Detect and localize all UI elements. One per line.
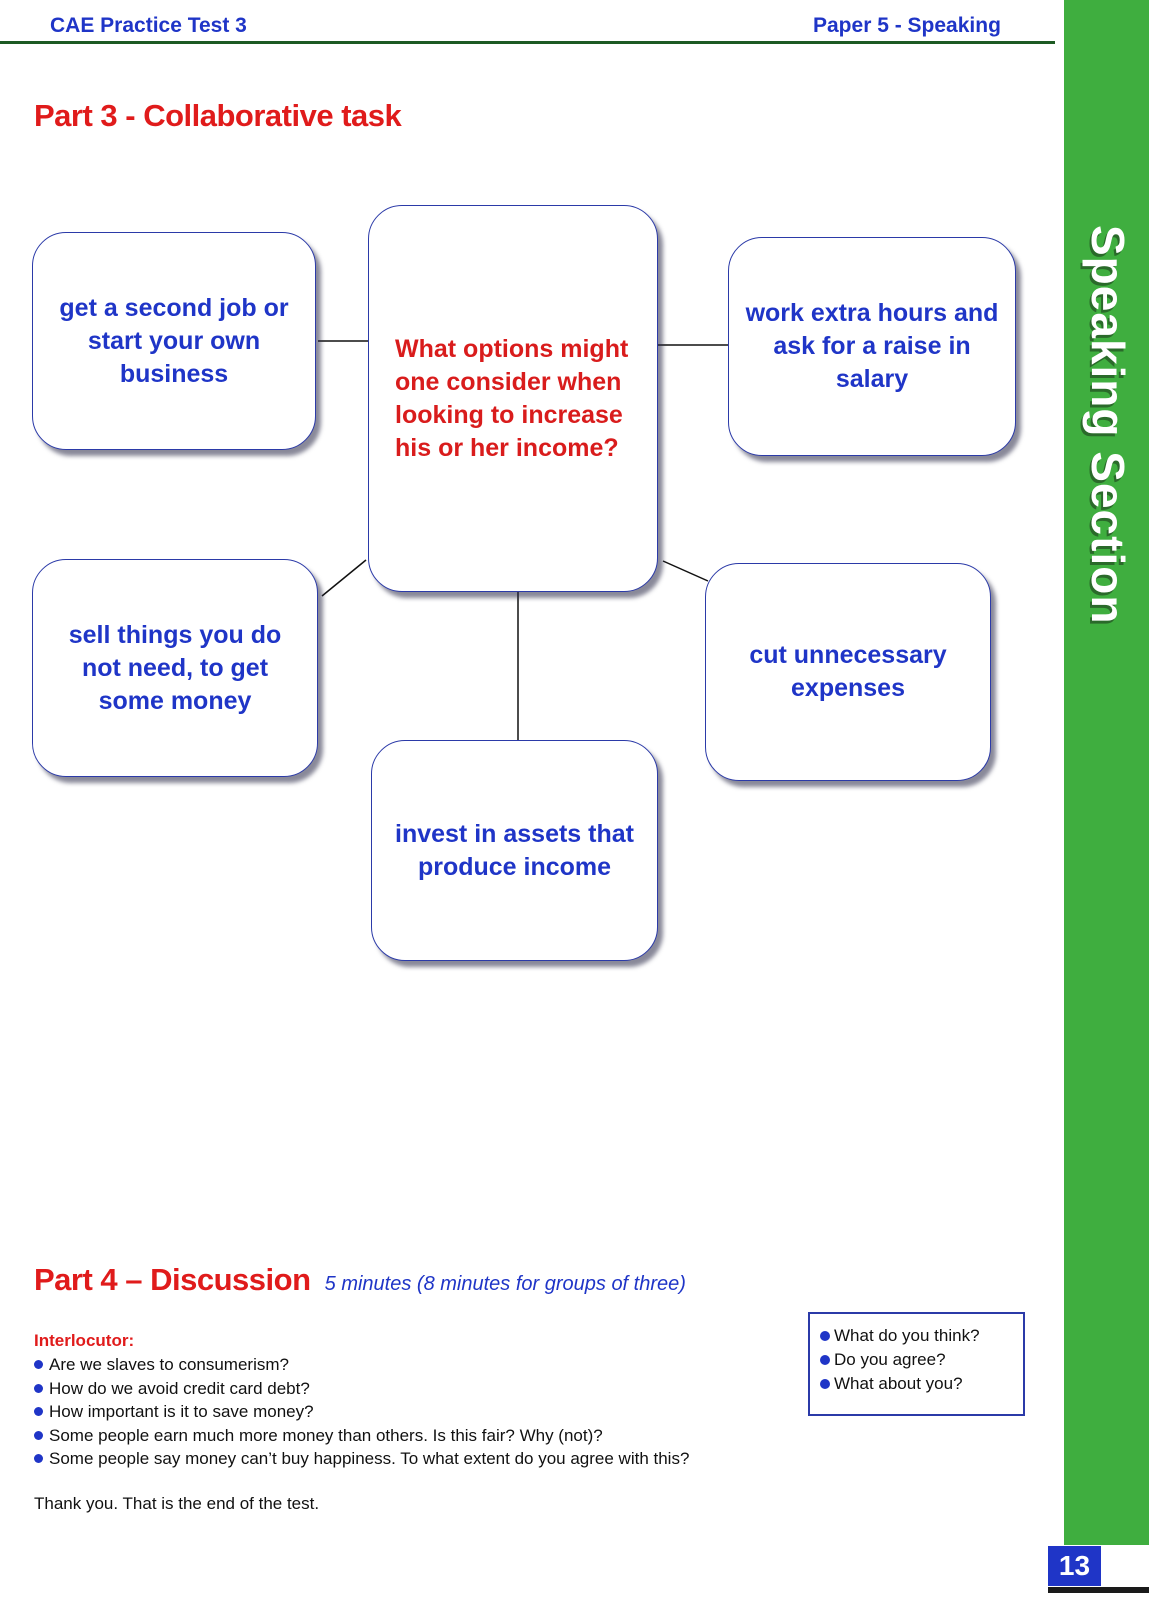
header-right-title: Paper 5 - Speaking <box>813 14 1001 37</box>
list-item <box>820 1372 1013 1396</box>
option-text-top-left: get a second job or start your own business <box>59 293 289 388</box>
interlocutor-label: Interlocutor: <box>34 1331 135 1350</box>
part4-title: Part 4 – Discussion <box>34 1262 311 1297</box>
page-number: 13 <box>1048 1546 1101 1586</box>
prompt-text: What about you? <box>834 1374 963 1393</box>
prompt-text: Do you agree? <box>834 1350 946 1369</box>
prompt-list <box>820 1324 1013 1396</box>
discussion-question: How do we avoid credit card debt? <box>49 1378 310 1398</box>
bullet-icon <box>34 1454 43 1463</box>
list-item <box>34 1400 689 1424</box>
sidebar-label: Speaking Section <box>1082 225 1134 625</box>
center-question-text: What options might one consider when looking to increase his or her income? <box>395 334 629 462</box>
header-left-title: CAE Practice Test 3 <box>50 14 247 37</box>
center-question-box <box>368 205 658 592</box>
list-item <box>34 1424 689 1448</box>
list-item <box>820 1324 1013 1348</box>
bullet-icon <box>34 1360 43 1369</box>
bullet-icon <box>820 1379 830 1389</box>
option-box-top-right <box>728 237 1016 456</box>
connector-mid-left <box>322 560 366 596</box>
part4-heading <box>34 1262 686 1298</box>
discussion-question-list <box>34 1353 689 1471</box>
option-text-bottom: invest in assets that produce income <box>395 819 634 881</box>
bullet-icon <box>820 1331 830 1341</box>
discussion-question: Are we slaves to consumerism? <box>49 1355 289 1374</box>
prompt-text: What do you think? <box>834 1326 980 1345</box>
connector-mid-right <box>663 561 708 581</box>
part4-subtitle: 5 minutes (8 minutes for groups of three) <box>324 1273 686 1295</box>
discussion-question: How important is it to save money? <box>49 1402 314 1421</box>
part3-title: Part 3 - Collaborative task <box>34 98 402 133</box>
list-item <box>34 1377 689 1401</box>
discussion-question: Some people say money can’t buy happiness. To what extent do you agree with this? <box>49 1449 690 1468</box>
bullet-icon <box>34 1407 43 1416</box>
closing-text: Thank you. That is the end of the test. <box>34 1494 320 1513</box>
list-item <box>34 1447 689 1471</box>
option-text-mid-left: sell things you do not need, to get some money <box>68 620 282 715</box>
option-text-mid-right: cut unnecessary expenses <box>749 641 947 702</box>
bullet-icon <box>34 1384 43 1393</box>
list-item <box>820 1348 1013 1372</box>
option-box-bottom <box>371 740 658 961</box>
option-box-mid-right <box>705 563 991 781</box>
bullet-icon <box>34 1431 43 1440</box>
option-box-mid-left <box>32 559 318 777</box>
option-box-top-left <box>32 232 316 450</box>
bullet-icon <box>820 1355 830 1365</box>
prompt-box <box>808 1312 1025 1416</box>
list-item <box>34 1353 689 1377</box>
discussion-question: Some people earn much more money than others. Is this fair? Why (not)? <box>49 1425 603 1445</box>
option-text-top-right: work extra hours and ask for a raise in salary <box>745 299 999 393</box>
